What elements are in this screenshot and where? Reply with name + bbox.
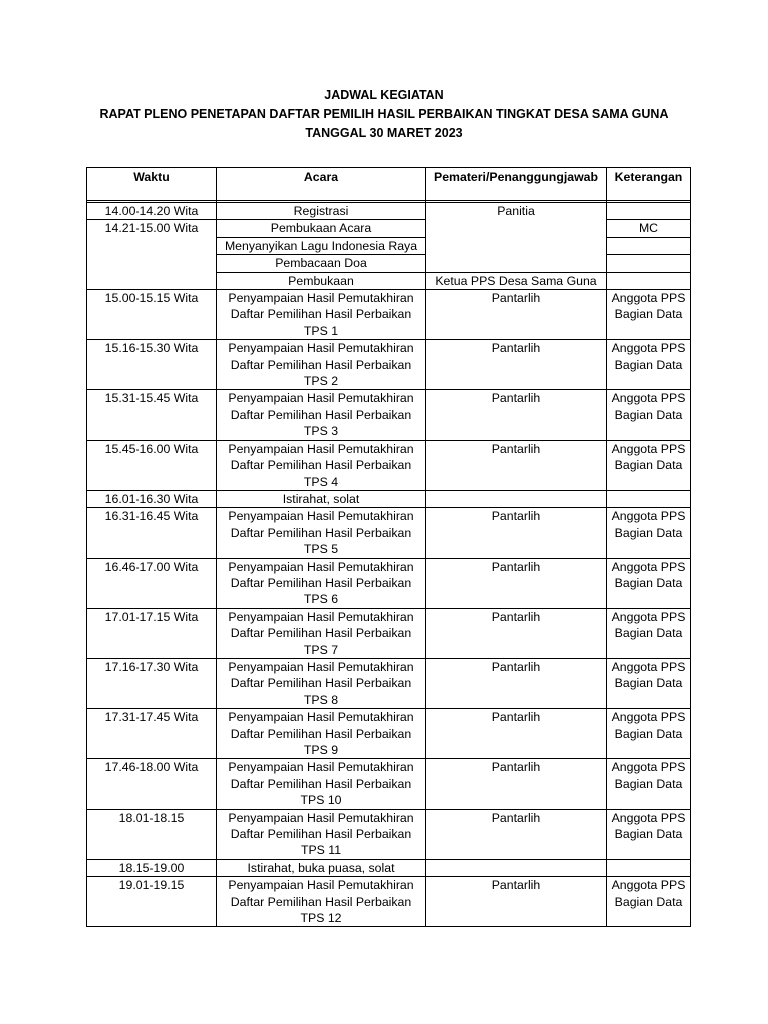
cell-pemateri: Pantarlih bbox=[426, 440, 607, 490]
cell-pemateri: Pantarlih bbox=[426, 709, 607, 759]
cell-waktu: 16.46-17.00 Wita bbox=[87, 558, 217, 608]
cell-acara: Penyampaian Hasil Pemutakhiran Daftar Pemilihan Hasil Perbaikan TPS 6 bbox=[217, 558, 426, 608]
cell-waktu: 15.31-15.45 Wita bbox=[87, 390, 217, 440]
cell-waktu: 15.16-15.30 Wita bbox=[87, 340, 217, 390]
cell-acara: Penyampaian Hasil Pemutakhiran Daftar Pemilihan Hasil Perbaikan TPS 8 bbox=[217, 658, 426, 708]
cell-pemateri: Pantarlih bbox=[426, 508, 607, 558]
cell-acara: Pembacaan Doa bbox=[217, 255, 426, 272]
document-title: JADWAL KEGIATAN bbox=[324, 88, 444, 102]
document-subtitle: RAPAT PLENO PENETAPAN DAFTAR PEMILIH HASIL PERBAIKAN TINGKAT DESA SAMA GUNA bbox=[99, 107, 669, 121]
table-row bbox=[87, 658, 691, 708]
cell-keterangan: Anggota PPS Bagian Data bbox=[607, 759, 691, 809]
cell-pemateri bbox=[426, 859, 607, 876]
cell-pemateri: Pantarlih bbox=[426, 809, 607, 859]
cell-keterangan bbox=[607, 490, 691, 507]
cell-pemateri: Ketua PPS Desa Sama Guna bbox=[426, 272, 607, 289]
cell-pemateri: Pantarlih bbox=[426, 759, 607, 809]
cell-pemateri: Pantarlih bbox=[426, 877, 607, 927]
cell-waktu: 17.31-17.45 Wita bbox=[87, 709, 217, 759]
table-row bbox=[87, 859, 691, 876]
cell-keterangan: Anggota PPS Bagian Data bbox=[607, 658, 691, 708]
cell-keterangan bbox=[607, 859, 691, 876]
cell-keterangan bbox=[607, 272, 691, 289]
table-row bbox=[87, 809, 691, 859]
cell-acara: Penyampaian Hasil Pemutakhiran Daftar Pemilihan Hasil Perbaikan TPS 12 bbox=[217, 877, 426, 927]
cell-pemateri: Pantarlih bbox=[426, 290, 607, 340]
cell-acara: Penyampaian Hasil Pemutakhiran Daftar Pemilihan Hasil Perbaikan TPS 9 bbox=[217, 709, 426, 759]
cell-keterangan: Anggota PPS Bagian Data bbox=[607, 709, 691, 759]
cell-acara: Istirahat, solat bbox=[217, 490, 426, 507]
cell-acara: Penyampaian Hasil Pemutakhiran Daftar Pemilihan Hasil Perbaikan TPS 10 bbox=[217, 759, 426, 809]
table-row bbox=[87, 203, 691, 220]
header-waktu: Waktu bbox=[87, 168, 217, 201]
cell-waktu: 19.01-19.15 bbox=[87, 877, 217, 927]
cell-pemateri bbox=[426, 490, 607, 507]
cell-waktu: 14.21-15.00 Wita bbox=[87, 220, 217, 290]
cell-waktu: 16.01-16.30 Wita bbox=[87, 490, 217, 507]
header-keterangan: Keterangan bbox=[607, 168, 691, 201]
cell-acara: Registrasi bbox=[217, 203, 426, 220]
table-row bbox=[87, 709, 691, 759]
cell-keterangan: Anggota PPS Bagian Data bbox=[607, 809, 691, 859]
cell-acara: Penyampaian Hasil Pemutakhiran Daftar Pemilihan Hasil Perbaikan TPS 5 bbox=[217, 508, 426, 558]
cell-keterangan: Anggota PPS Bagian Data bbox=[607, 877, 691, 927]
cell-waktu: 17.01-17.15 Wita bbox=[87, 608, 217, 658]
table-row bbox=[87, 759, 691, 809]
cell-acara: Pembukaan bbox=[217, 272, 426, 289]
table-row bbox=[87, 340, 691, 390]
cell-acara: Penyampaian Hasil Pemutakhiran Daftar Pemilihan Hasil Perbaikan TPS 4 bbox=[217, 440, 426, 490]
document-date: TANGGAL 30 MARET 2023 bbox=[305, 126, 463, 140]
cell-acara: Pembukaan Acara bbox=[217, 220, 426, 237]
cell-keterangan bbox=[607, 203, 691, 220]
cell-waktu: 18.15-19.00 bbox=[87, 859, 217, 876]
table-row bbox=[87, 390, 691, 440]
cell-acara: Penyampaian Hasil Pemutakhiran Daftar Pemilihan Hasil Perbaikan TPS 11 bbox=[217, 809, 426, 859]
cell-waktu: 14.00-14.20 Wita bbox=[87, 203, 217, 220]
cell-keterangan: Anggota PPS Bagian Data bbox=[607, 390, 691, 440]
cell-keterangan bbox=[607, 237, 691, 254]
header-pemateri: Pemateri/Penanggungjawab bbox=[426, 168, 607, 201]
cell-keterangan: Anggota PPS Bagian Data bbox=[607, 558, 691, 608]
cell-waktu: 15.45-16.00 Wita bbox=[87, 440, 217, 490]
cell-waktu: 17.46-18.00 Wita bbox=[87, 759, 217, 809]
document-header bbox=[0, 86, 768, 143]
cell-pemateri: Pantarlih bbox=[426, 658, 607, 708]
cell-acara: Istirahat, buka puasa, solat bbox=[217, 859, 426, 876]
table-row bbox=[87, 877, 691, 927]
header-acara: Acara bbox=[217, 168, 426, 201]
cell-keterangan: MC bbox=[607, 220, 691, 237]
cell-waktu: 15.00-15.15 Wita bbox=[87, 290, 217, 340]
cell-acara: Menyanyikan Lagu Indonesia Raya bbox=[217, 237, 426, 254]
table-row bbox=[87, 490, 691, 507]
table-row bbox=[87, 558, 691, 608]
cell-keterangan: Anggota PPS Bagian Data bbox=[607, 508, 691, 558]
cell-keterangan: Anggota PPS Bagian Data bbox=[607, 440, 691, 490]
cell-pemateri: Pantarlih bbox=[426, 608, 607, 658]
table-row bbox=[87, 290, 691, 340]
cell-pemateri: Pantarlih bbox=[426, 558, 607, 608]
cell-waktu: 16.31-16.45 Wita bbox=[87, 508, 217, 558]
cell-keterangan: Anggota PPS Bagian Data bbox=[607, 608, 691, 658]
cell-pemateri: Pantarlih bbox=[426, 390, 607, 440]
cell-acara: Penyampaian Hasil Pemutakhiran Daftar Pemilihan Hasil Perbaikan TPS 3 bbox=[217, 390, 426, 440]
table-row bbox=[87, 440, 691, 490]
cell-acara: Penyampaian Hasil Pemutakhiran Daftar Pemilihan Hasil Perbaikan TPS 7 bbox=[217, 608, 426, 658]
cell-waktu: 18.01-18.15 bbox=[87, 809, 217, 859]
cell-pemateri: Pantarlih bbox=[426, 340, 607, 390]
table-header-row bbox=[87, 168, 691, 201]
cell-acara: Penyampaian Hasil Pemutakhiran Daftar Pemilihan Hasil Perbaikan TPS 2 bbox=[217, 340, 426, 390]
cell-acara: Penyampaian Hasil Pemutakhiran Daftar Pemilihan Hasil Perbaikan TPS 1 bbox=[217, 290, 426, 340]
cell-keterangan: Anggota PPS Bagian Data bbox=[607, 340, 691, 390]
cell-pemateri: Panitia bbox=[426, 203, 607, 273]
table-row bbox=[87, 608, 691, 658]
table-row bbox=[87, 508, 691, 558]
schedule-table bbox=[86, 167, 691, 927]
cell-waktu: 17.16-17.30 Wita bbox=[87, 658, 217, 708]
cell-keterangan bbox=[607, 255, 691, 272]
cell-keterangan: Anggota PPS Bagian Data bbox=[607, 290, 691, 340]
